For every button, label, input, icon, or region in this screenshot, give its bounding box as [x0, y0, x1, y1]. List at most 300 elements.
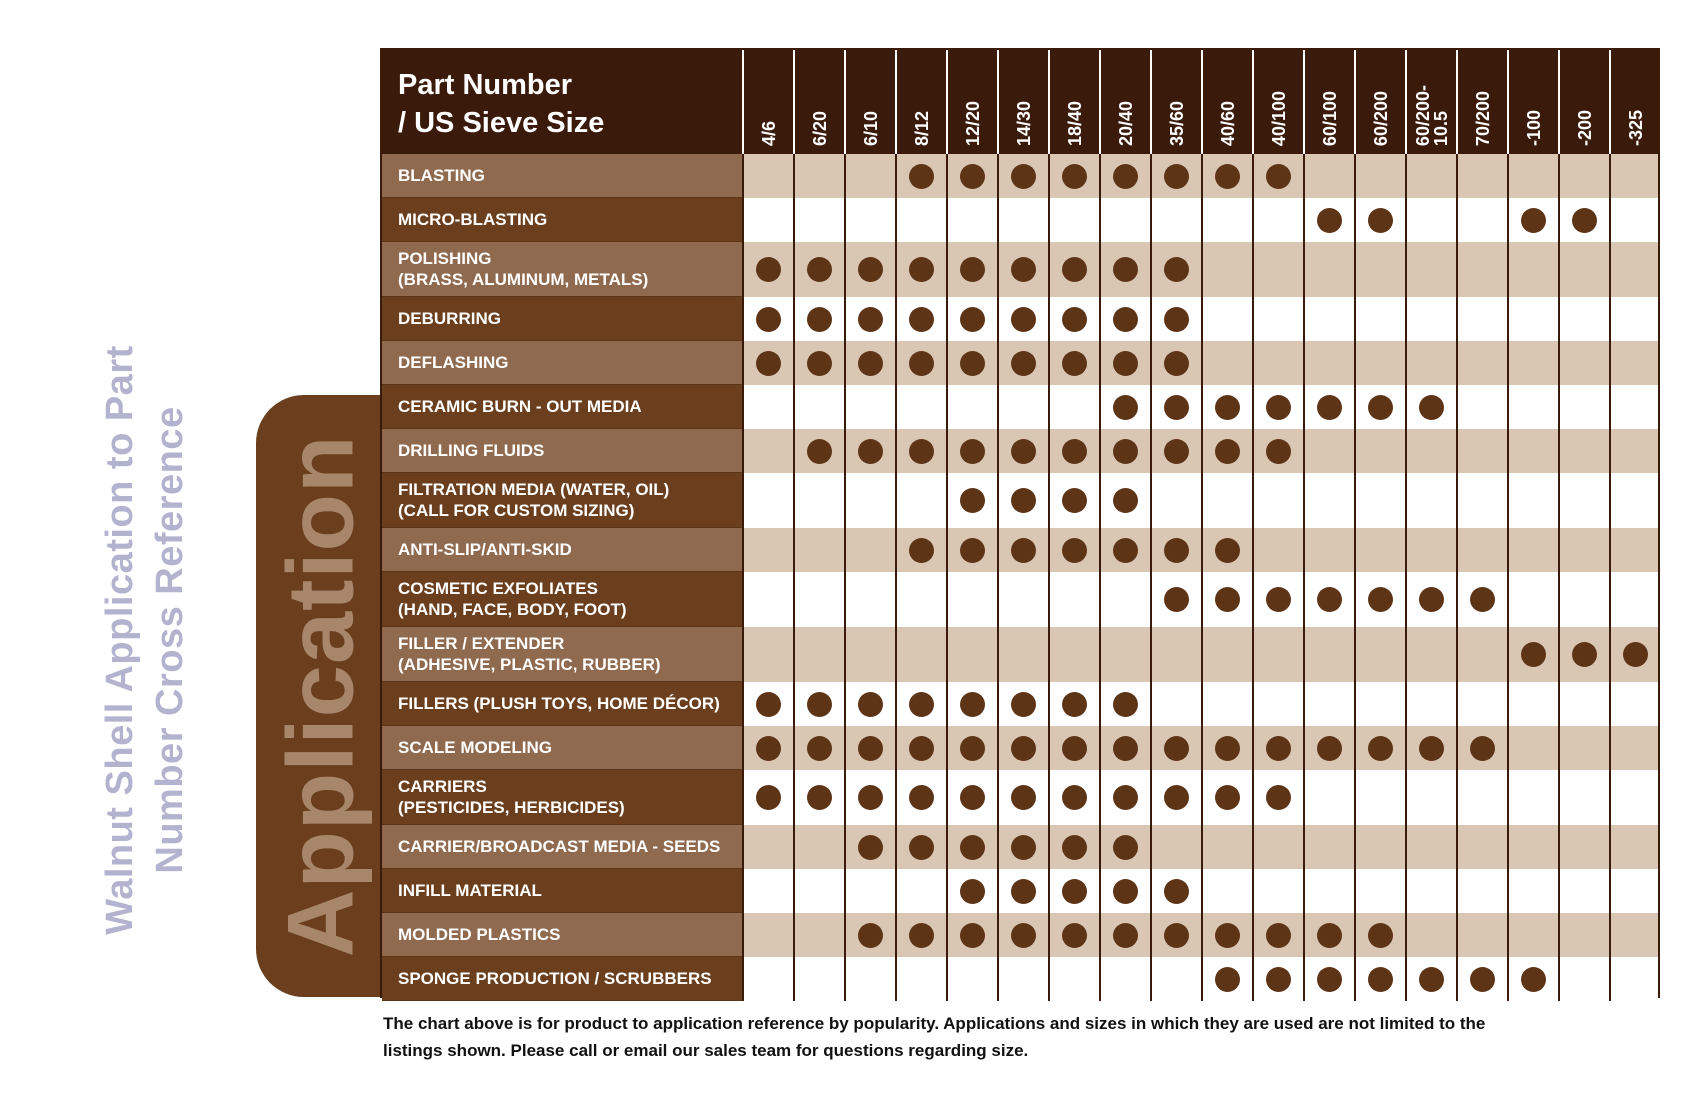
application-dot [1215, 164, 1240, 189]
row-label [382, 572, 742, 627]
table-cell [1303, 957, 1354, 1001]
table-cell [1354, 242, 1405, 297]
row-label-text: SCALE MODELING [398, 738, 552, 757]
application-dot [1164, 879, 1189, 904]
application-dot [960, 164, 985, 189]
application-dot [909, 785, 934, 810]
row-cells [742, 429, 1658, 473]
application-dot [1266, 967, 1291, 992]
table-cell [1099, 913, 1150, 957]
application-dot [1317, 967, 1342, 992]
sieve-size-header [742, 50, 1658, 154]
column-header-label: -100 [1523, 109, 1544, 146]
application-dot [1062, 439, 1087, 464]
table-cell [793, 913, 844, 957]
table-cell [1354, 297, 1405, 341]
application-dot [1011, 351, 1036, 376]
table-row [382, 528, 1658, 572]
table-cell [1456, 198, 1507, 242]
application-dot [807, 257, 832, 282]
table-cell [1456, 297, 1507, 341]
table-cell [1405, 528, 1456, 572]
table-cell [997, 154, 1048, 198]
table-cell [793, 341, 844, 385]
table-cell [1609, 429, 1660, 473]
side-title-line2: Number Cross Reference [149, 406, 191, 874]
application-dot [756, 736, 781, 761]
table-cell [1609, 385, 1660, 429]
table-cell [1252, 869, 1303, 913]
table-cell [1507, 473, 1558, 528]
table-cell [844, 770, 895, 825]
table-row [382, 341, 1658, 385]
application-dot [858, 351, 883, 376]
table-cell [1507, 572, 1558, 627]
row-label [382, 198, 742, 242]
table-cell [997, 385, 1048, 429]
table-cell [1150, 825, 1201, 869]
table-cell [946, 825, 997, 869]
table-cell [793, 154, 844, 198]
column-header-label: 18/40 [1064, 100, 1085, 146]
table-cell [1099, 572, 1150, 627]
application-dot [1164, 923, 1189, 948]
table-cell [1099, 473, 1150, 528]
table-cell [1609, 297, 1660, 341]
table-cell [1405, 242, 1456, 297]
table-cell [895, 682, 946, 726]
table-cell [1150, 627, 1201, 682]
application-dot [807, 307, 832, 332]
application-dot [1317, 208, 1342, 233]
column-header [895, 50, 946, 154]
table-cell [1456, 528, 1507, 572]
table-cell [1201, 572, 1252, 627]
row-label [382, 528, 742, 572]
table-cell [1354, 825, 1405, 869]
table-cell [997, 198, 1048, 242]
table-cell [1456, 429, 1507, 473]
table-cell [1201, 627, 1252, 682]
table-cell [1048, 869, 1099, 913]
application-dot [1062, 736, 1087, 761]
table-cell [1507, 869, 1558, 913]
table-cell [1354, 473, 1405, 528]
table-cell [1609, 825, 1660, 869]
table-cell [1609, 682, 1660, 726]
table-cell [1558, 913, 1609, 957]
row-label-text: FILLERS (PLUSH TOYS, HOME DÉCOR) [398, 694, 720, 713]
table-cell [946, 198, 997, 242]
application-dot [1113, 835, 1138, 860]
table-row [382, 682, 1658, 726]
table-cell [1099, 528, 1150, 572]
application-dot [1113, 538, 1138, 563]
table-cell [1150, 957, 1201, 1001]
table-cell [844, 198, 895, 242]
table-cell [1201, 869, 1252, 913]
table-cell [895, 627, 946, 682]
table-cell [1150, 682, 1201, 726]
application-dot [1215, 736, 1240, 761]
application-dot [1572, 642, 1597, 667]
table-cell [844, 385, 895, 429]
row-label-subtext: (CALL FOR CUSTOM SIZING) [398, 501, 635, 520]
table-cell [1303, 198, 1354, 242]
footnote-line1: The chart above is for product to application reference by popularity. Applications and sizes in which they are used are not limited to the [383, 1014, 1486, 1033]
table-cell [1609, 627, 1660, 682]
table-cell [844, 957, 895, 1001]
application-dot [1113, 879, 1138, 904]
table-cell [1609, 242, 1660, 297]
table-row [382, 154, 1658, 198]
table-cell [1405, 154, 1456, 198]
table-cell [742, 154, 793, 198]
table-cell [844, 869, 895, 913]
application-dot [1011, 307, 1036, 332]
row-label-subtext: (BRASS, ALUMINUM, METALS) [398, 270, 649, 289]
table-cell [946, 473, 997, 528]
row-label-subtext: (PESTICIDES, HERBICIDES) [398, 798, 625, 817]
column-header [793, 50, 844, 154]
row-label-text: INFILL MATERIAL [398, 881, 542, 900]
application-dot [756, 257, 781, 282]
table-row [382, 429, 1658, 473]
application-dot [960, 351, 985, 376]
table-cell [1099, 682, 1150, 726]
table-cell [1150, 429, 1201, 473]
application-dot [1368, 736, 1393, 761]
table-row [382, 825, 1658, 869]
table-cell [1456, 825, 1507, 869]
application-dot [1164, 538, 1189, 563]
table-cell [997, 913, 1048, 957]
table-cell [742, 770, 793, 825]
table-cell [1048, 825, 1099, 869]
table-cell [997, 572, 1048, 627]
table-cell [895, 825, 946, 869]
table-cell [793, 627, 844, 682]
table-cell [1048, 627, 1099, 682]
table-cell [793, 297, 844, 341]
table-cell [1405, 429, 1456, 473]
table-cell [997, 726, 1048, 770]
table-cell [1456, 682, 1507, 726]
table-cell [1405, 770, 1456, 825]
table-cell [946, 770, 997, 825]
table-row [382, 198, 1658, 242]
table-cell [997, 869, 1048, 913]
table-cell [742, 297, 793, 341]
table-cell [997, 297, 1048, 341]
table-cell [1150, 770, 1201, 825]
application-dot [1113, 395, 1138, 420]
application-dot [1368, 923, 1393, 948]
column-header [1456, 50, 1507, 154]
application-dot [1521, 642, 1546, 667]
table-cell [895, 726, 946, 770]
table-cell [1507, 770, 1558, 825]
table-cell [1048, 429, 1099, 473]
table-cell [793, 682, 844, 726]
application-dot [1011, 879, 1036, 904]
table-cell [1150, 528, 1201, 572]
application-dot [858, 923, 883, 948]
table-cell [1405, 627, 1456, 682]
application-dot [1623, 642, 1648, 667]
table-cell [895, 341, 946, 385]
table-cell [1201, 385, 1252, 429]
row-label-text: POLISHING [398, 249, 492, 268]
application-dot [1419, 395, 1444, 420]
application-dot [1266, 164, 1291, 189]
application-dot [1419, 967, 1444, 992]
table-cell [946, 627, 997, 682]
table-cell [1405, 297, 1456, 341]
table-cell [1201, 473, 1252, 528]
application-dot [1113, 164, 1138, 189]
row-label-text: COSMETIC EXFOLIATES [398, 579, 598, 598]
table-cell [1252, 198, 1303, 242]
row-cells [742, 913, 1658, 957]
table-cell [1507, 682, 1558, 726]
column-header-label: 20/40 [1115, 100, 1136, 146]
table-cell [1558, 429, 1609, 473]
column-header-label: 6/10 [860, 110, 881, 146]
table-cell [1609, 198, 1660, 242]
table-cell [1507, 528, 1558, 572]
row-cells [742, 297, 1658, 341]
table-cell [1303, 297, 1354, 341]
application-dot [1164, 351, 1189, 376]
table-cell [1099, 869, 1150, 913]
column-header [1048, 50, 1099, 154]
table-header-title [382, 50, 742, 154]
table-cell [1252, 627, 1303, 682]
table-cell [946, 913, 997, 957]
row-cells [742, 726, 1658, 770]
table-cell [844, 429, 895, 473]
table-cell [1609, 154, 1660, 198]
table-cell [1150, 869, 1201, 913]
side-title-line1: Walnut Shell Application to Part [99, 345, 141, 935]
application-dot [1368, 587, 1393, 612]
table-cell [1354, 341, 1405, 385]
application-dot [1011, 164, 1036, 189]
table-cell [997, 473, 1048, 528]
table-row [382, 869, 1658, 913]
application-dot [1011, 835, 1036, 860]
table-cell [1303, 154, 1354, 198]
table-cell [1558, 473, 1609, 528]
application-dot [1215, 967, 1240, 992]
application-dot [1266, 439, 1291, 464]
table-cell [1507, 154, 1558, 198]
table-cell [742, 869, 793, 913]
table-cell [1150, 341, 1201, 385]
table-cell [1201, 913, 1252, 957]
column-header-label: 60/200 [1370, 90, 1391, 146]
row-cells [742, 154, 1658, 198]
application-dot [858, 439, 883, 464]
application-dot [807, 351, 832, 376]
table-cell [997, 957, 1048, 1001]
row-label [382, 869, 742, 913]
table-cell [742, 913, 793, 957]
application-dot [858, 692, 883, 717]
table-cell [1201, 825, 1252, 869]
table-cell [1303, 913, 1354, 957]
application-dot [1164, 395, 1189, 420]
application-dot [756, 351, 781, 376]
table-cell [793, 572, 844, 627]
application-dot [1419, 587, 1444, 612]
row-cells [742, 825, 1658, 869]
table-cell [1354, 913, 1405, 957]
application-dot [960, 879, 985, 904]
table-cell [1558, 242, 1609, 297]
table-cell [1252, 825, 1303, 869]
application-dot [960, 736, 985, 761]
column-header [1354, 50, 1405, 154]
table-cell [844, 297, 895, 341]
application-dot [807, 692, 832, 717]
row-cells [742, 198, 1658, 242]
application-dot [1266, 785, 1291, 810]
table-cell [946, 869, 997, 913]
table-cell [1201, 341, 1252, 385]
application-dot [1113, 736, 1138, 761]
row-label [382, 341, 742, 385]
table-cell [895, 198, 946, 242]
table-cell [895, 429, 946, 473]
side-title [90, 340, 200, 940]
application-dot [807, 785, 832, 810]
table-cell [1456, 869, 1507, 913]
table-cell [997, 627, 1048, 682]
table-cell [997, 770, 1048, 825]
table-cell [1099, 770, 1150, 825]
table-cell [1048, 957, 1099, 1001]
application-dot [1011, 923, 1036, 948]
table-cell [844, 341, 895, 385]
table-cell [1456, 627, 1507, 682]
table-cell [793, 869, 844, 913]
table-cell [946, 154, 997, 198]
column-header [1099, 50, 1150, 154]
table-cell [1048, 198, 1099, 242]
table-cell [1609, 957, 1660, 1001]
table-cell [742, 528, 793, 572]
table-cell [1456, 341, 1507, 385]
table-cell [1150, 572, 1201, 627]
application-dot [909, 538, 934, 563]
row-cells [742, 341, 1658, 385]
table-cell [1558, 198, 1609, 242]
table-cell [946, 528, 997, 572]
table-cell [1405, 572, 1456, 627]
application-dot [1470, 736, 1495, 761]
table-cell [1150, 154, 1201, 198]
application-dot [909, 692, 934, 717]
table-cell [1099, 297, 1150, 341]
table-cell [742, 473, 793, 528]
table-cell [1048, 726, 1099, 770]
table-cell [1099, 242, 1150, 297]
table-cell [742, 198, 793, 242]
table-cell [1558, 726, 1609, 770]
footnote [383, 1010, 1673, 1064]
application-dot [1215, 395, 1240, 420]
application-dot [1572, 208, 1597, 233]
row-label-text: MOLDED PLASTICS [398, 925, 561, 944]
table-cell [793, 957, 844, 1001]
table-cell [1354, 726, 1405, 770]
table-cell [1252, 770, 1303, 825]
table-cell [1405, 341, 1456, 385]
table-cell [1405, 473, 1456, 528]
row-label-subtext: (HAND, FACE, BODY, FOOT) [398, 600, 627, 619]
table-cell [1099, 341, 1150, 385]
column-header-label: 6/20 [809, 110, 830, 146]
table-cell [1303, 528, 1354, 572]
application-dot [960, 538, 985, 563]
table-cell [742, 242, 793, 297]
table-cell [1507, 242, 1558, 297]
table-row [382, 913, 1658, 957]
table-cell [1354, 429, 1405, 473]
application-dot [1470, 587, 1495, 612]
table-cell [1048, 770, 1099, 825]
application-dot [1062, 488, 1087, 513]
table-cell [1558, 825, 1609, 869]
table-cell [742, 385, 793, 429]
table-cell [844, 627, 895, 682]
table-cell [844, 528, 895, 572]
table-cell [742, 572, 793, 627]
table-cell [793, 726, 844, 770]
row-label-text: CERAMIC BURN - OUT MEDIA [398, 397, 642, 416]
table-cell [946, 957, 997, 1001]
application-dot [960, 923, 985, 948]
row-cells [742, 770, 1658, 825]
application-dot [1215, 439, 1240, 464]
table-cell [793, 825, 844, 869]
application-dot [1113, 692, 1138, 717]
table-cell [793, 385, 844, 429]
row-label-text: BLASTING [398, 166, 485, 185]
table-row [382, 385, 1658, 429]
table-cell [1456, 473, 1507, 528]
table-cell [1456, 726, 1507, 770]
header-title-line2: / US Sieve Size [398, 107, 605, 139]
table-cell [895, 528, 946, 572]
application-dot [1317, 923, 1342, 948]
application-dot [1521, 208, 1546, 233]
row-label [382, 154, 742, 198]
row-cells [742, 385, 1658, 429]
table-cell [1405, 198, 1456, 242]
application-dot [1062, 307, 1087, 332]
row-cells [742, 473, 1658, 528]
table-cell [895, 913, 946, 957]
table-cell [1048, 528, 1099, 572]
row-label-text: CARRIERS [398, 777, 487, 796]
application-dot [909, 835, 934, 860]
table-cell [946, 341, 997, 385]
table-cell [1558, 957, 1609, 1001]
table-cell [1252, 385, 1303, 429]
